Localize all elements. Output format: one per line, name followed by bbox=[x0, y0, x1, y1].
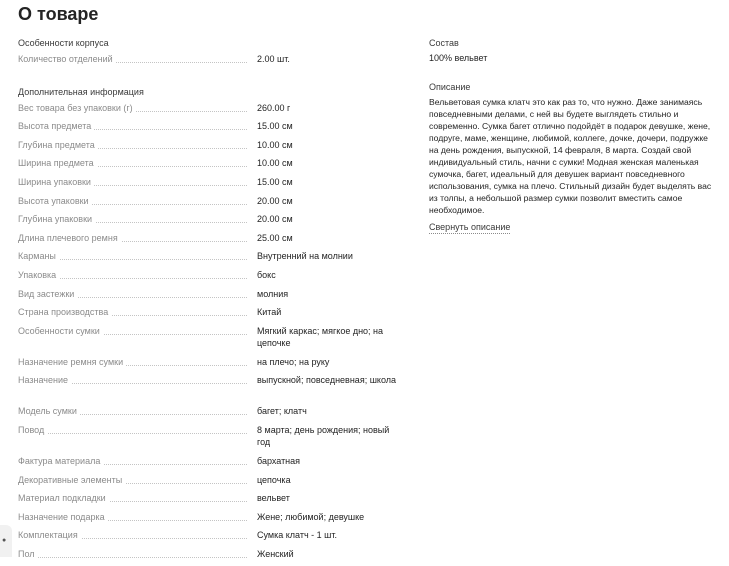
characteristic-value: Китай bbox=[257, 307, 282, 318]
dotted-leader bbox=[18, 433, 247, 434]
characteristic-label bbox=[18, 288, 255, 300]
description-text: Вельветовая сумка клатч это как раз то, что нужно. Даже занимаясь повседневными делами, с ней вы будете выглядеть стильно и современно. Сумка багет отлично подойдёт в подарок девушке, жене, подруге, маме, женщине, любимой, коллеге, дочке, дочери, подружке на день рождения, выпускной, 14 февраля, 8 марта. Создай свой индивидуальный стиль, начни с сумки! Модная женская маленькая сумочка, багет, идеальный для девушек вариант повседневного использования, сумка на плечо. Стильный дизайн будет выделять вас из толпы, а небольшой размер сумки позволит вместить самое необходимое. bbox=[429, 97, 712, 215]
characteristic-label-text: Вид застежки bbox=[18, 289, 77, 299]
characteristic-value: Женский bbox=[257, 548, 294, 559]
characteristic-label bbox=[18, 139, 255, 151]
description-heading: Описание bbox=[429, 82, 471, 92]
side-panel-tab[interactable] bbox=[0, 525, 12, 557]
characteristic-label bbox=[18, 455, 255, 467]
characteristic-label-text: Вес товара без упаковки (г) bbox=[18, 103, 136, 113]
characteristic-row bbox=[18, 306, 403, 325]
details-column bbox=[429, 34, 729, 235]
dot-icon: ● bbox=[2, 537, 7, 544]
characteristic-label bbox=[18, 492, 255, 504]
characteristic-row bbox=[18, 474, 403, 493]
characteristic-row bbox=[18, 356, 403, 375]
dotted-leader bbox=[18, 557, 247, 558]
characteristics-column bbox=[18, 34, 403, 566]
characteristic-value: Жене; любимой; девушке bbox=[257, 511, 365, 522]
characteristic-row bbox=[18, 176, 403, 195]
characteristic-label bbox=[18, 325, 255, 337]
characteristics-list-additional bbox=[18, 102, 403, 566]
characteristic-value: 25.00 см bbox=[257, 232, 293, 243]
characteristic-label-text: Модель сумки bbox=[18, 406, 80, 416]
characteristic-label-text: Длина плечевого ремня bbox=[18, 233, 121, 243]
characteristic-label-text: Материал подкладки bbox=[18, 493, 109, 503]
characteristic-row bbox=[18, 195, 403, 214]
characteristic-row bbox=[18, 213, 403, 232]
characteristic-row bbox=[18, 232, 403, 251]
characteristic-row bbox=[18, 120, 403, 139]
characteristic-value: 20.00 см bbox=[257, 195, 293, 206]
characteristic-value: багет; клатч bbox=[257, 406, 307, 417]
characteristic-label-text: Страна производства bbox=[18, 307, 111, 317]
characteristic-value: 8 марта; день рождения; новый год bbox=[257, 424, 390, 447]
characteristic-label-text: Карманы bbox=[18, 251, 59, 261]
section-heading-additional: Дополнительная информация bbox=[18, 86, 144, 97]
characteristic-value: молния bbox=[257, 288, 289, 299]
composition-heading: Состав bbox=[429, 38, 459, 48]
characteristic-label-text: Особенности сумки bbox=[18, 326, 103, 336]
characteristic-value: 15.00 см bbox=[257, 176, 293, 187]
characteristic-label bbox=[18, 53, 255, 65]
characteristic-value: бархатная bbox=[257, 455, 301, 466]
characteristic-row bbox=[18, 250, 403, 269]
characteristic-label bbox=[18, 213, 255, 225]
characteristic-label bbox=[18, 232, 255, 244]
characteristic-label bbox=[18, 356, 255, 368]
characteristic-row bbox=[18, 529, 403, 548]
characteristic-label bbox=[18, 195, 255, 207]
characteristic-label bbox=[18, 529, 255, 541]
characteristic-row bbox=[18, 139, 403, 158]
characteristic-row bbox=[18, 53, 403, 72]
characteristic-value: вельвет bbox=[257, 493, 290, 504]
characteristic-value: 10.00 см bbox=[257, 158, 293, 169]
characteristic-value: выпускной; повседневная; школа bbox=[257, 375, 397, 386]
characteristic-row bbox=[18, 511, 403, 530]
characteristic-label-text: Высота упаковки bbox=[18, 196, 92, 206]
characteristic-label-text: Комплектация bbox=[18, 530, 81, 540]
characteristics-list-body bbox=[18, 53, 403, 72]
characteristic-label-text: Декоративные элементы bbox=[18, 475, 125, 485]
collapse-description-link[interactable]: Свернуть описание bbox=[429, 222, 511, 232]
characteristic-label bbox=[18, 176, 255, 188]
characteristic-label-text: Назначение подарка bbox=[18, 512, 108, 522]
characteristic-row bbox=[18, 374, 403, 405]
characteristic-label bbox=[18, 102, 255, 114]
characteristic-label bbox=[18, 157, 255, 169]
characteristic-label-text: Глубина предмета bbox=[18, 140, 98, 150]
characteristic-value: 20.00 см bbox=[257, 214, 293, 225]
characteristic-value: Мягкий каркас; мягкое дно; на цепочке bbox=[257, 325, 384, 348]
characteristic-value: Сумка клатч - 1 шт. bbox=[257, 530, 337, 541]
characteristic-label-text: Назначение bbox=[18, 375, 71, 385]
characteristic-label-text: Назначение ремня сумки bbox=[18, 357, 126, 367]
characteristic-value: бокс bbox=[257, 269, 276, 280]
characteristic-value: 10.00 см bbox=[257, 139, 293, 150]
characteristic-row bbox=[18, 325, 403, 356]
characteristic-value: 260.00 г bbox=[257, 102, 291, 113]
characteristic-value: 15.00 см bbox=[257, 121, 293, 132]
characteristic-value: Внутренний на молнии bbox=[257, 251, 353, 262]
characteristic-value: на плечо; на руку bbox=[257, 356, 330, 367]
characteristic-row bbox=[18, 455, 403, 474]
characteristic-label bbox=[18, 269, 255, 281]
characteristic-label bbox=[18, 424, 255, 436]
composition-value: 100% вельвет bbox=[429, 53, 488, 63]
characteristic-label-text: Пол bbox=[18, 549, 38, 559]
characteristic-label bbox=[18, 306, 255, 318]
characteristic-row bbox=[18, 288, 403, 307]
characteristic-row bbox=[18, 102, 403, 121]
page-title: О товаре bbox=[18, 4, 99, 24]
characteristic-label-text: Ширина упаковки bbox=[18, 177, 94, 187]
section-heading-body: Особенности корпуса bbox=[18, 38, 109, 48]
characteristic-label-text: Ширина предмета bbox=[18, 158, 97, 168]
characteristic-value: 2.00 шт. bbox=[257, 54, 290, 64]
characteristic-label-text: Глубина упаковки bbox=[18, 214, 95, 224]
characteristic-label-text: Фактура материала bbox=[18, 456, 103, 466]
characteristic-label bbox=[18, 474, 255, 486]
characteristic-label bbox=[18, 548, 255, 560]
characteristic-label-text: Количество отделений bbox=[18, 54, 116, 64]
characteristic-label bbox=[18, 374, 255, 386]
characteristic-label bbox=[18, 250, 255, 262]
characteristic-label-text: Повод bbox=[18, 425, 47, 435]
characteristic-label-text: Высота предмета bbox=[18, 121, 94, 131]
characteristic-row bbox=[18, 492, 403, 511]
characteristic-value: цепочка bbox=[257, 474, 291, 485]
characteristic-label bbox=[18, 511, 255, 523]
characteristic-row bbox=[18, 405, 403, 424]
characteristic-row bbox=[18, 424, 403, 455]
characteristic-row bbox=[18, 157, 403, 176]
characteristic-label bbox=[18, 120, 255, 132]
characteristic-label bbox=[18, 405, 255, 417]
characteristic-label-text: Упаковка bbox=[18, 270, 59, 280]
characteristic-row bbox=[18, 269, 403, 288]
